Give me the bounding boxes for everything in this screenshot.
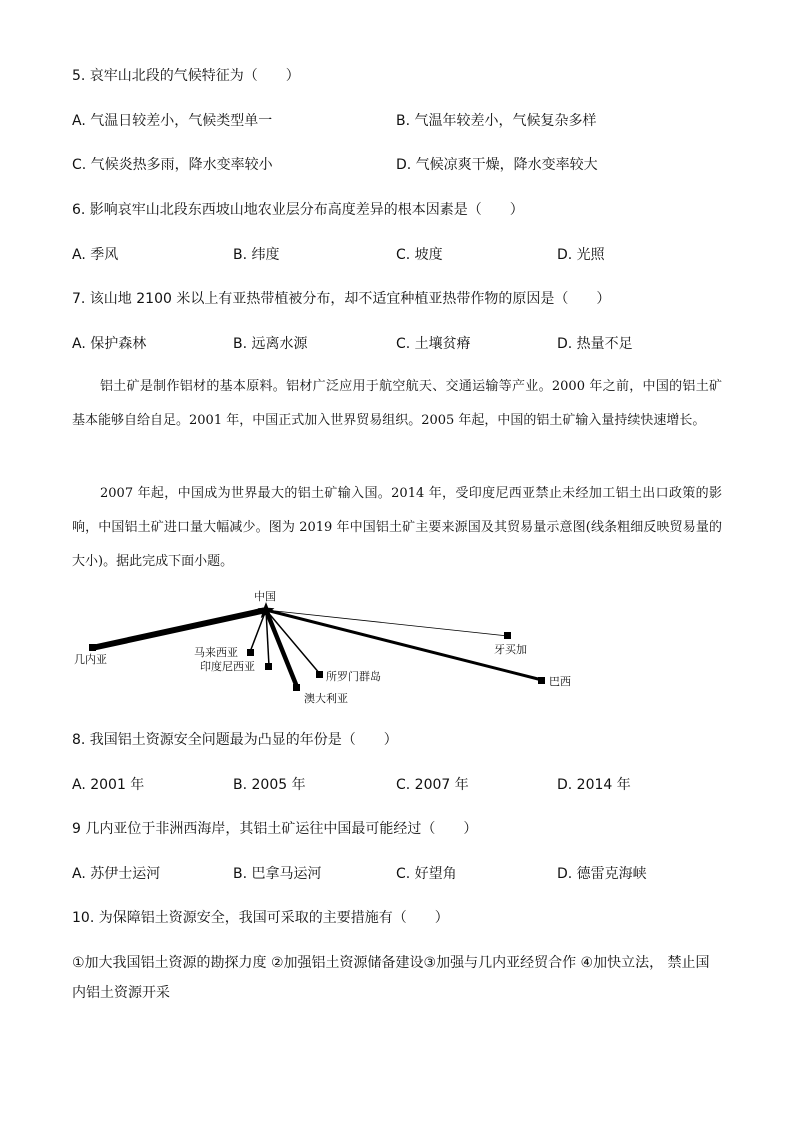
q7-option-a: A. 保护森林: [72, 336, 147, 352]
label-brazil: 巴西: [549, 675, 571, 688]
q8-option-a: A. 2001 年: [72, 777, 145, 793]
marker-solomon: [316, 671, 323, 678]
q6-stem: 6. 影响哀牢山北段东西坡山地农业层分布高度差异的根本因素是（ ）: [72, 202, 524, 218]
q8-option-d: D. 2014 年: [557, 777, 631, 793]
marker-brazil: [538, 677, 545, 684]
flow-line-guinea: [92, 610, 266, 648]
source-markers: [89, 632, 545, 691]
label-malaysia: 马来西亚: [194, 646, 238, 659]
q7-stem: 7. 该山地 2100 米以上有亚热带植被分布，却不适宜种植亚热带作物的原因是（ ）: [72, 291, 611, 307]
q9-option-a: A. 苏伊士运河: [72, 866, 161, 882]
q7-option-d: D. 热量不足: [557, 336, 633, 352]
flow-line-jamaica: [266, 610, 508, 636]
flow-line-australia: [266, 610, 297, 687]
q7-option-c: C. 土壤贫瘠: [396, 336, 471, 352]
q5-option-c: C. 气候炎热多雨，降水变率较小: [72, 157, 273, 173]
marker-guinea: [89, 644, 96, 651]
q9-option-c: C. 好望角: [396, 866, 457, 882]
q6-option-c: C. 坡度: [396, 247, 443, 263]
q9-stem: 9 几内亚位于非洲西海岸，其铝土矿运往中国最可能经过（ ）: [72, 821, 478, 837]
q6-option-d: D. 光照: [557, 247, 605, 263]
q6-option-b: B. 纬度: [233, 247, 280, 263]
label-australia: 澳大利亚: [304, 692, 348, 705]
marker-jamaica: [504, 632, 511, 639]
q5-option-b: B. 气温年较差小，气候复杂多样: [396, 113, 597, 129]
q6-option-a: A. 季风: [72, 247, 119, 263]
q5-option-a: A. 气温日较差小，气候类型单一: [72, 113, 273, 129]
q5-stem: 5. 哀牢山北段的气候特征为（ ）: [72, 68, 300, 84]
label-jamaica: 牙买加: [494, 643, 527, 656]
q10-stem: 10. 为保障铝土资源安全，我国可采取的主要措施有（ ）: [72, 910, 449, 926]
q7-option-b: B. 远离水源: [233, 336, 308, 352]
label-indonesia: 印度尼西亚: [200, 660, 255, 673]
q8-option-c: C. 2007 年: [396, 777, 469, 793]
q5-option-d: D. 气候凉爽干燥，降水变率较大: [396, 157, 598, 173]
q8-stem: 8. 我国铝土资源安全问题最为凸显的年份是（ ）: [72, 732, 398, 748]
q9-option-b: B. 巴拿马运河: [233, 866, 322, 882]
label-guinea: 几内亚: [74, 653, 107, 666]
marker-indonesia: [265, 663, 272, 670]
label-china: 中国: [254, 590, 276, 603]
bauxite-trade-map: [70, 588, 590, 713]
flow-line-malaysia: [250, 610, 266, 652]
passage-paragraph-2: 2007 年起，中国成为世界最大的铝土矿输入国。2014 年，受印度尼西亚禁止未经加工铝土出口政策的影响，中国铝土矿进口量大幅减少。图为 2019 年中国铝土矿主要来源国及其贸易量示意图(线条粗细反映贸易量的大小)。据此完成下面小题。: [72, 486, 722, 569]
flow-line-solomon: [266, 610, 320, 674]
marker-australia: [293, 684, 300, 691]
q8-option-b: B. 2005 年: [233, 777, 306, 793]
q9-option-d: D. 德雷克海峡: [557, 866, 647, 882]
passage-paragraph-1: 铝土矿是制作铝材的基本原料。铝材广泛应用于航空航天、交通运输等产业。2000 年之前，中国的铝土矿基本能够自给自足。2001 年，中国正式加入世界贸易组织。2005 年起，中国的铝土矿输入量持续快速增长。: [72, 379, 722, 428]
q10-measures: ①加大我国铝土资源的勘探力度 ②加强铝土资源储备建设③加强与几内亚经贸合作 ④加快立法， 禁止国内铝土资源开采: [72, 955, 710, 1001]
marker-malaysia: [247, 649, 254, 656]
label-solomon: 所罗门群岛: [326, 670, 381, 683]
